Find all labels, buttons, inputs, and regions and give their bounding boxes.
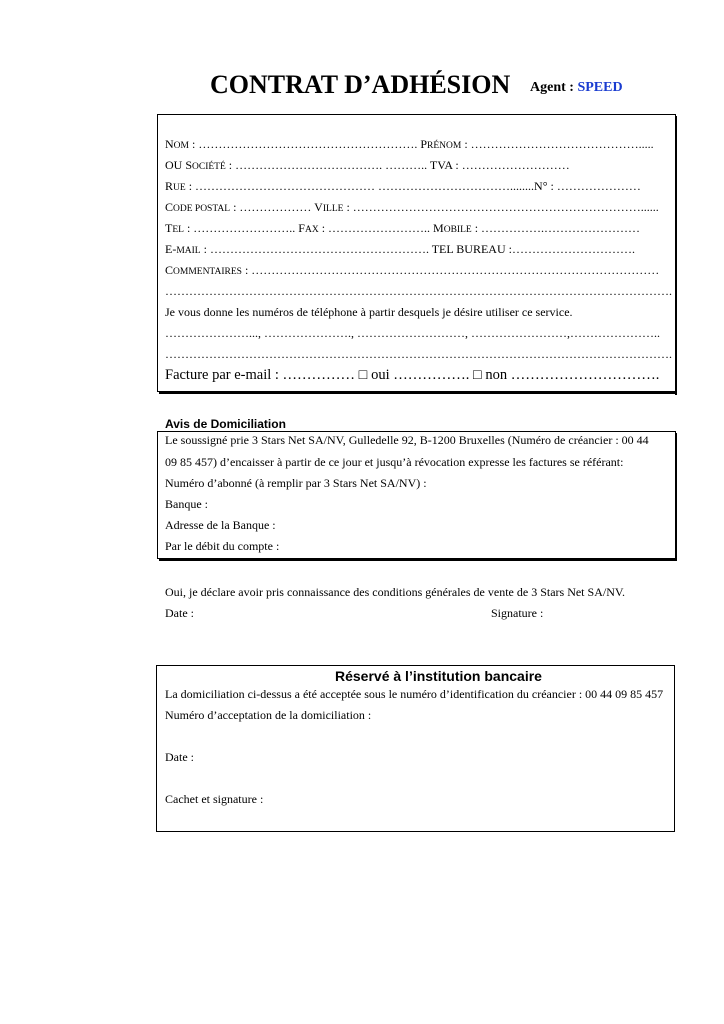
- phones-dots-line[interactable]: ……………………………………………………………………………………………………………….: [165, 347, 672, 361]
- bank-address-field[interactable]: Adresse de la Banque :: [165, 518, 276, 532]
- cachet-signature-field[interactable]: Cachet et signature :: [165, 792, 264, 806]
- debit-account-field[interactable]: Par le débit du compte :: [165, 539, 280, 553]
- code-ville-field[interactable]: CODE POSTAL : ……………… VILLE : ………………………………………………………………......: [165, 200, 659, 214]
- bank-date-field[interactable]: Date :: [165, 750, 194, 764]
- domiciliation-line-2: 09 85 457) d’encaisser à partir de ce jour et jusqu’à révocation expresse les factures se référant:: [165, 455, 624, 469]
- abonne-number-field[interactable]: Numéro d’abonné (à remplir par 3 Stars Net SA/NV) :: [165, 476, 427, 490]
- domiciliation-heading: Avis de Domiciliation: [165, 417, 286, 431]
- email-field[interactable]: E-MAIL : ………………………………………………. TEL BUREAU :………………………….: [165, 242, 635, 256]
- phones-intro: Je vous donne les numéros de téléphone à partir desquels je désire utiliser ce service.: [165, 305, 573, 319]
- agent-label: [530, 80, 623, 96]
- phones-field[interactable]: …………………..., …………………., ………………………, ……………………,…………………..: [165, 326, 660, 340]
- tel-fax-mobile-field[interactable]: TEL : …………………….. FAX : …………………….. MOBILE : …………….……………………: [165, 221, 641, 235]
- societe-tva-field[interactable]: OU SOCIÉTÉ : ………………………………. ……….. TVA : ………………………: [165, 158, 570, 172]
- declaration-text: Oui, je déclare avoir pris connaissance des conditions générales de vente de 3 Stars Net SA/NV.: [165, 585, 625, 599]
- bank-reserved-heading: Réservé à l’institution bancaire: [335, 668, 542, 684]
- contract-title: CONTRAT D’ADHÉSION: [210, 70, 511, 99]
- commentaires-field[interactable]: COMMENTAIRES : …………………………………………………………………………………………: [165, 263, 660, 277]
- facture-email-choice[interactable]: Facture par e-mail : …………… □ oui ……………. □ non ………………………….: [165, 367, 660, 383]
- bank-acceptance-text: La domiciliation ci-dessus a été acceptée sous le numéro d’identification du créancier : 00 44 09 85 457: [165, 687, 664, 701]
- agent-name: SPEED: [577, 80, 623, 95]
- declaration-signature-field[interactable]: Signature :: [491, 606, 544, 620]
- agent-prefix: Agent :: [530, 80, 578, 95]
- banque-field[interactable]: Banque :: [165, 497, 208, 511]
- acceptance-number-field[interactable]: Numéro d’acceptation de la domiciliation :: [165, 708, 372, 722]
- rue-field[interactable]: RUE : ……………………………………… ……………………………........N° : …………………: [165, 179, 641, 193]
- nom-field[interactable]: NOM : ………………………………………………. PRÉNOM : …………………………………….....: [165, 137, 654, 151]
- comment-dots-line[interactable]: ……………………………………………………………………………………………………………….: [165, 284, 672, 298]
- domiciliation-line-1: Le soussigné prie 3 Stars Net SA/NV, Gulledelle 92, B-1200 Bruxelles (Numéro de créancier : 00 44: [165, 433, 649, 447]
- declaration-date-field[interactable]: Date :: [165, 606, 194, 620]
